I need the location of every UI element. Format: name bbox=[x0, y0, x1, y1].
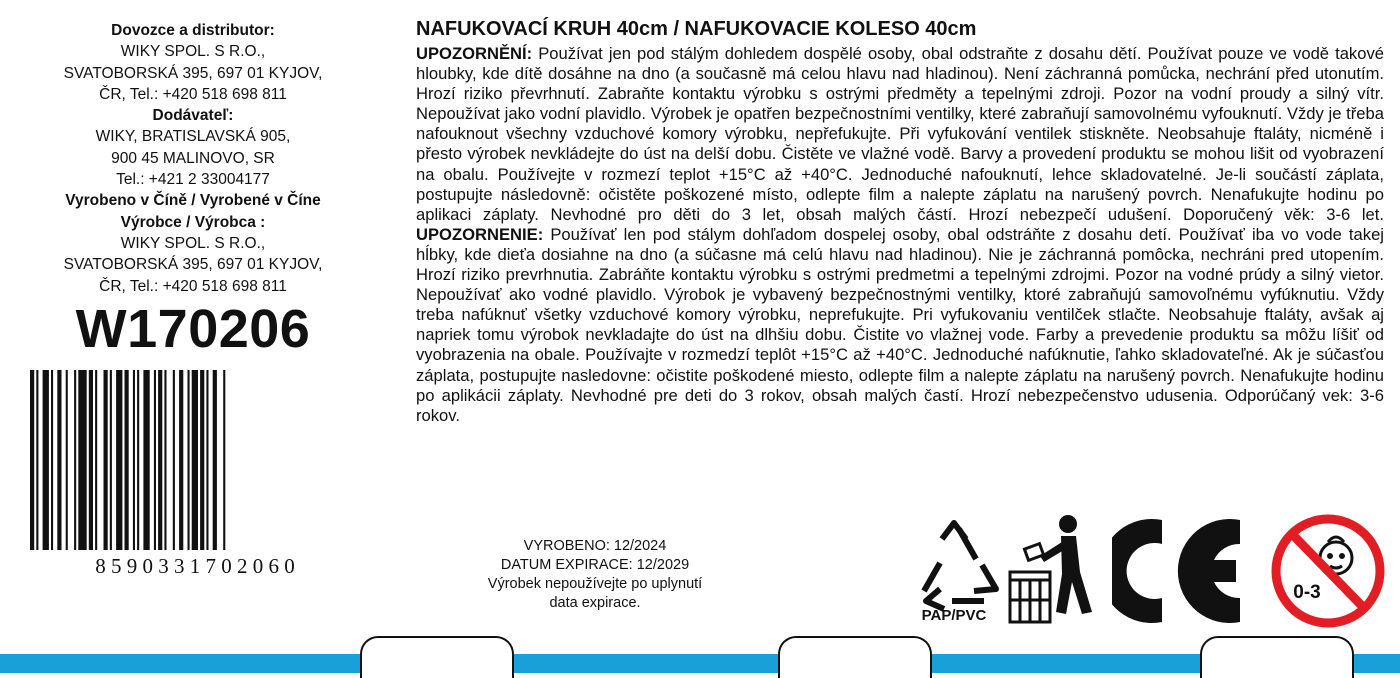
barcode-number: 8 5 9 0 3 3 1 7 0 2 0 6 0 bbox=[95, 554, 295, 578]
sk-warning-text: Používať len pod stálym dohľadom dospelej osoby, obal odstráňte z dosahu detí. Používať iba vo vode takej hĺbky, kde dieťa dosiahne na dno (a súčasne má celú hlavu nad hladinou). Nie je záchranná pomôcka, nechráni pred utopením. Hrozí riziko prevrhnutia. Zabráňte kontaktu výrobku s ostrými predmetmi a tepelnými zdrojmi. Pozor na vodné prúdy a silný vietor. Nepoužívať ako vodné plavidlo. Výrobok je vybavený bezpečnostnými ventilky, ktoré zabraňujú samovoľnému vyfúknutiu. Vždy treba nafúknuť všetky vzduchové komory výrobku, neprefukujte. Pri vyfukovaniu ventilček stlačte. Neobsahuje ftaláty, avšak aj napriek tomu výrobok nevkladajte do úst na dlhšiu dobu. Čistite vo vlažnej vode. Farby a prevedenie produktu sa môžu líšiť od vyobrazenia na obale. Používajte v rozmedzí teplôt +15°C až +40°C. Jednoduché nafúknutie, ľahko skladovateľné. Ak je súčasťou záplata, postupujte nasledovne: očistite poškodené miesto, odlepte film a nalepte záplatu na narušený povrch. Nenafukujte hodinu po aplikácii záplaty. Nevhodné pre deti do 3 rokov, obsah malých častí. Hrozí nebezpečenstvo udusenia. Odporúčaný vek: 3-6 rokov. bbox=[416, 224, 1384, 425]
barcode-bar bbox=[51, 370, 53, 550]
packaging-tab bbox=[1200, 636, 1354, 678]
warning-text bbox=[416, 44, 1384, 426]
barcode-bar bbox=[173, 370, 175, 550]
dates-block bbox=[470, 537, 720, 613]
tidyman-icon bbox=[1006, 512, 1110, 630]
barcode-bar bbox=[164, 370, 166, 550]
expiry-date: DATUM EXPIRACE: 12/2029 bbox=[500, 557, 690, 573]
supplier-line: 900 45 MALINOVO, SR bbox=[111, 149, 275, 167]
barcode-bars bbox=[30, 370, 225, 550]
maker-line: WIKY SPOL. S R.O., bbox=[120, 234, 266, 252]
barcode bbox=[22, 370, 368, 580]
origin-label: Vyrobeno v Číně / Vyrobené v Číne bbox=[65, 192, 321, 210]
supplier-line: Tel.: +421 2 33004177 bbox=[116, 171, 270, 189]
barcode-bar bbox=[213, 370, 217, 550]
expiry-note: data expirace. bbox=[549, 595, 641, 611]
cz-warning-text: Používat jen pod stálým dohledem dospělé osoby, obal odstraňte z dosahu dětí. Používat pouze ve vodě takové hloubky, kde dítě dosáhne na dno (a současně má celou hlavu nad hladinou). Není záchranná pomůcka, nechrání před utonutím. Hrozí riziko převrhnutí. Zabraňte kontaktu výrobku s ostrými předměty a tepelnými zdroji. Pozor na vodní proudy a silný vítr. Nepoužívat jako vodní plavidlo. Výrobek je opatřen bezpečnostními ventilky, které zabraňují samovolnému vyfouknutí. Vždy je třeba nafouknout všechny vzduchové komory výrobku, nepřefukujte. Při vyfukování ventilek stiskněte. Neobsahuje ftaláty, nicméně i přesto výrobek nevkládejte do úst na delší dobu. Čistěte ve vlažné vodě. Barvy a provedení produktu se mohou lišit od vyobrazení na obalu. Používejte v rozmezí teplot +15°C až +40°C. Jednoduché nafouknutí, lehce skladovatelné. Je-li součástí záplata, postupujte následovně: očistěte poškozené místo, odlepte film a nalepte záplatu na narušený povrch. Nenafukujte hodinu po aplikaci záplaty. Nevhodné pro děti do 3 let, obsah malých částí. Hrozí nebezpečí udušení. Doporučený věk: 3-6 let. bbox=[416, 44, 1384, 224]
barcode-bar bbox=[200, 370, 204, 550]
barcode-bar bbox=[95, 370, 97, 550]
importer-line: ČR, Tel.: +420 518 698 811 bbox=[99, 85, 287, 103]
importer-label: Dovozce a distributor: bbox=[111, 22, 275, 39]
barcode-bar bbox=[206, 370, 208, 550]
importer-info bbox=[18, 20, 368, 297]
barcode-bar bbox=[57, 370, 61, 550]
product-code: W170206 bbox=[75, 299, 311, 359]
barcode-bar bbox=[192, 370, 198, 550]
manufacture-date: VYROBENO: 12/2024 bbox=[523, 538, 667, 554]
expiry-note: Výrobek nepoužívejte po uplynutí bbox=[487, 576, 703, 592]
barcode-bar bbox=[36, 370, 38, 550]
product-title: NAFUKOVACÍ KRUH 40cm / NAFUKOVACIE KOLESO 40cm bbox=[416, 18, 977, 40]
barcode-bar bbox=[154, 370, 156, 550]
ce-mark-icon bbox=[1112, 512, 1262, 630]
maker-label: Výrobce / Výrobca : bbox=[120, 213, 266, 231]
barcode-bar bbox=[66, 370, 68, 550]
barcode-bar bbox=[223, 370, 225, 550]
sk-warning-label: UPOZORNENIE: bbox=[416, 224, 544, 244]
barcode-bar bbox=[143, 370, 149, 550]
maker-line: SVATOBORSKÁ 395, 697 01 KYJOV, bbox=[63, 256, 323, 274]
barcode-bar bbox=[30, 370, 34, 550]
barcode-bar bbox=[158, 370, 162, 550]
barcode-bar bbox=[137, 370, 139, 550]
barcode-bar bbox=[43, 370, 49, 550]
supplier-line: WIKY, BRATISLAVSKÁ 905, bbox=[95, 128, 291, 146]
barcode-bar bbox=[133, 370, 135, 550]
barcode-bar bbox=[78, 370, 86, 550]
barcode-bar bbox=[125, 370, 129, 550]
barcode-bar bbox=[110, 370, 112, 550]
barcode-bar bbox=[116, 370, 122, 550]
recycle-label: PAP/PVC bbox=[921, 607, 987, 624]
bottom-band bbox=[0, 654, 1400, 673]
barcode-bar bbox=[104, 370, 108, 550]
barcode-bar bbox=[89, 370, 93, 550]
barcode-bar bbox=[179, 370, 183, 550]
packaging-tab bbox=[360, 636, 514, 678]
barcode-bar bbox=[74, 370, 76, 550]
importer-line: WIKY SPOL. S R.O., bbox=[120, 43, 266, 61]
barcode-bar bbox=[188, 370, 190, 550]
packaging-tab bbox=[778, 636, 932, 678]
age-warning-icon bbox=[1266, 512, 1390, 630]
age-label: 0-3 bbox=[1293, 582, 1321, 603]
importer-line: SVATOBORSKÁ 395, 697 01 KYJOV, bbox=[63, 64, 323, 82]
maker-line: ČR, Tel.: +420 518 698 811 bbox=[99, 277, 287, 295]
cz-warning-label: UPOZORNĚNÍ: bbox=[416, 44, 533, 63]
supplier-label: Dodávateľ: bbox=[152, 107, 234, 125]
